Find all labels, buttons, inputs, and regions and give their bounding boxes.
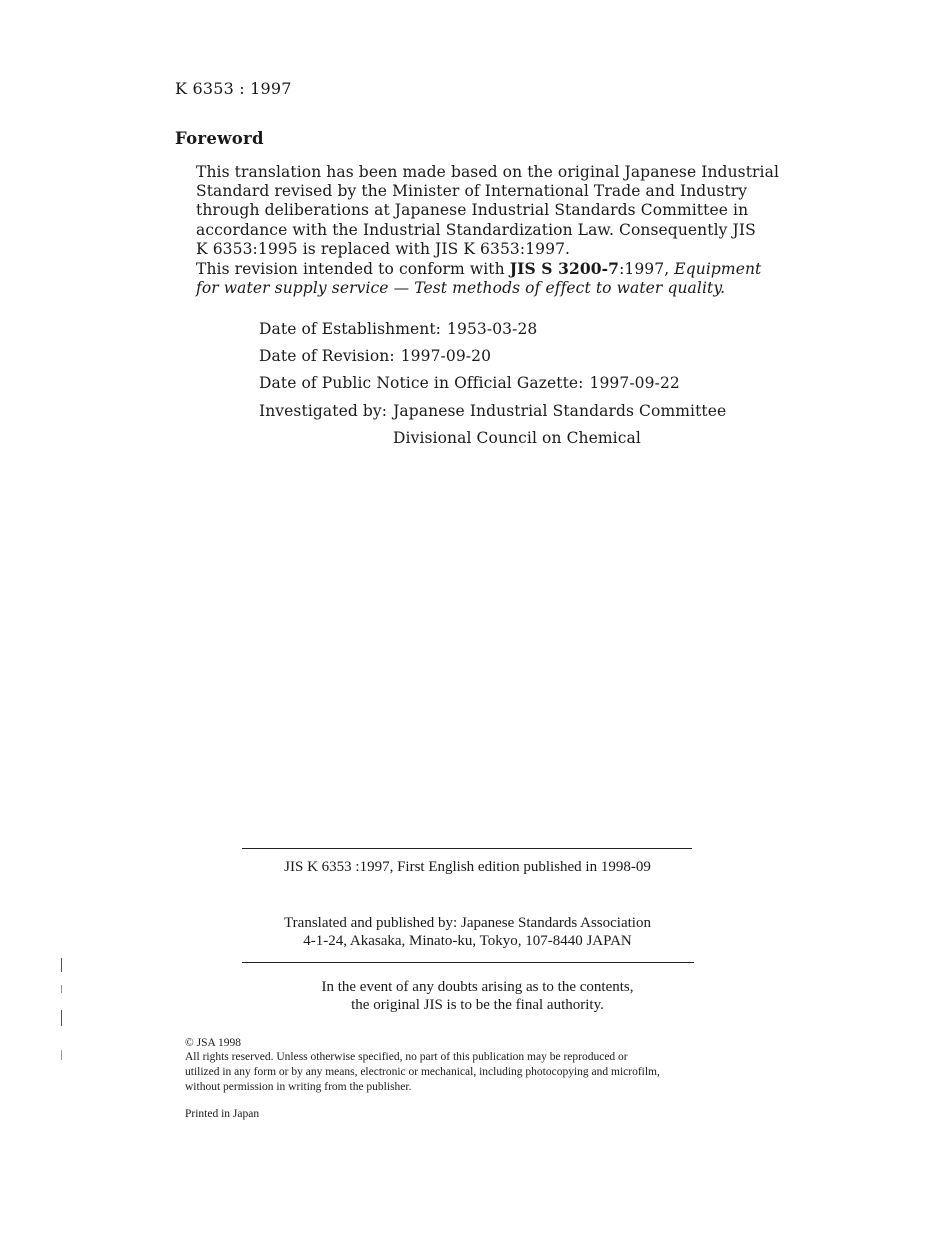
establishment-date-row xyxy=(259,320,537,338)
revision-standard-year: :1997, xyxy=(619,260,675,279)
revision-standard-ref: JIS S 3200-7 xyxy=(509,259,620,279)
rights-line: utilized in any form or by any means, electronic or mechanical, including photocopying and microfilm, xyxy=(185,1065,660,1078)
establishment-value: 1953-03-28 xyxy=(447,320,538,338)
rights-line: All rights reserved. Unless otherwise specified, no part of this publication may be reproduced or xyxy=(185,1051,628,1063)
translated-by: Translated and published by: Japanese Standards Association xyxy=(284,915,651,931)
revision-statement xyxy=(196,259,762,279)
authority-notice xyxy=(240,978,715,1014)
revision-prefix: This revision intended to conform with xyxy=(196,260,510,279)
revision-label: Date of Revision: xyxy=(259,347,395,365)
investigated-value-cont: Divisional Council on Chemical xyxy=(393,429,641,447)
public-notice-value: 1997-09-22 xyxy=(589,374,680,392)
foreword-line: through deliberations at Japanese Industrial Standards Committee in xyxy=(196,201,749,220)
foreword-line: Standard revised by the Minister of International Trade and Industry xyxy=(196,182,748,201)
foreword-heading: Foreword xyxy=(175,129,264,148)
revision-date-row xyxy=(259,347,491,365)
investigated-by-row-continued xyxy=(393,429,641,447)
investigated-by-row xyxy=(259,402,726,420)
scan-artifact xyxy=(61,1010,62,1026)
revision-standard-title-cont: for water supply service — Test methods of effect to water quality. xyxy=(196,279,726,298)
top-divider xyxy=(242,848,692,849)
rights-line: without permission in writing from the publisher. xyxy=(185,1080,412,1093)
printed-in: Printed in Japan xyxy=(185,1108,260,1120)
public-notice-label: Date of Public Notice in Official Gazette: xyxy=(259,374,584,392)
foreword-body xyxy=(196,163,780,298)
investigated-value: Japanese Industrial Standards Committee xyxy=(393,402,727,420)
foreword-line: This translation has been made based on the original Japanese Industrial xyxy=(196,163,780,181)
publisher-address: 4-1-24, Akasaka, Minato-ku, Tokyo, 107-8440 JAPAN xyxy=(303,933,632,949)
publisher-block xyxy=(240,914,695,950)
scan-artifact xyxy=(61,958,62,972)
public-notice-date-row xyxy=(259,374,680,392)
authority-notice-line1: In the event of any doubts arising as to the contents, xyxy=(321,979,634,995)
revision-standard-title: Equipment xyxy=(674,260,762,279)
foreword-line: accordance with the Industrial Standardization Law. Consequently JIS xyxy=(196,220,756,239)
revision-statement-continued xyxy=(196,279,756,298)
scan-artifact xyxy=(61,985,62,993)
bottom-divider xyxy=(242,962,694,963)
edition-statement: JIS K 6353 :1997, First English edition published in 1998-09 xyxy=(284,859,651,875)
foreword-line: K 6353:1995 is replaced with JIS K 6353:1997. xyxy=(196,239,571,258)
investigated-label: Investigated by: xyxy=(259,402,388,420)
authority-notice-line2: the original JIS is to be the final authority. xyxy=(351,997,604,1013)
establishment-label: Date of Establishment: xyxy=(259,320,442,338)
scan-artifact xyxy=(61,1050,62,1060)
copyright: © JSA 1998 xyxy=(185,1037,242,1049)
rights-notice xyxy=(185,1050,775,1094)
document-code: K 6353 : 1997 xyxy=(175,79,292,98)
revision-value: 1997-09-20 xyxy=(400,347,492,365)
